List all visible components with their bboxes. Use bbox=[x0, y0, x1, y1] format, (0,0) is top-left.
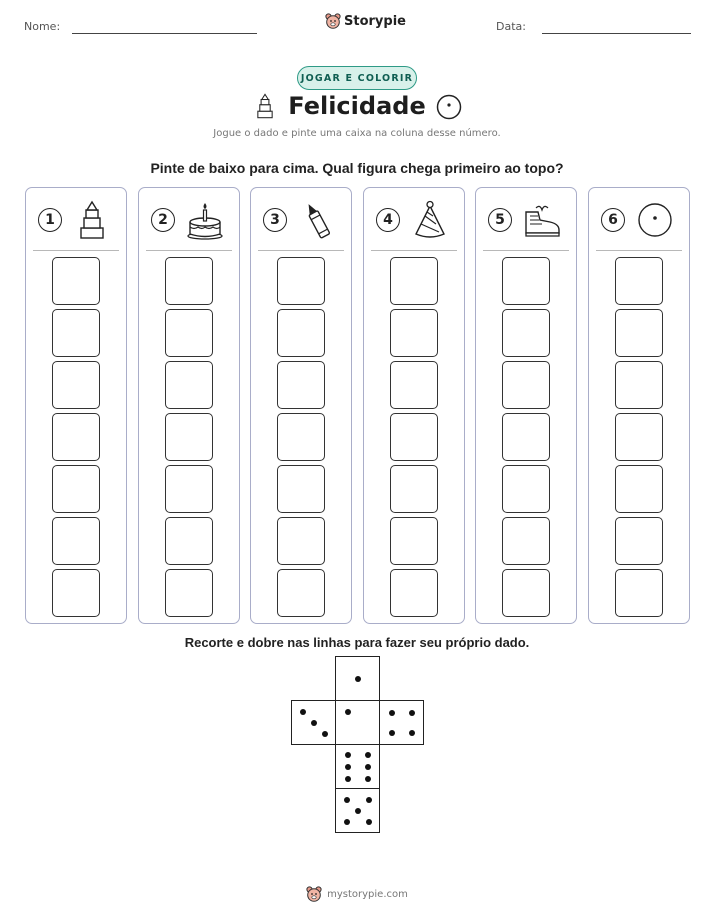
column-3 bbox=[250, 187, 352, 624]
column-number: 3 bbox=[263, 208, 287, 232]
paint-box[interactable] bbox=[390, 413, 438, 461]
paint-box[interactable] bbox=[165, 361, 213, 409]
plate-icon bbox=[635, 200, 675, 240]
storypie-bear-icon bbox=[306, 886, 322, 903]
paint-box[interactable] bbox=[52, 309, 100, 357]
column-number: 2 bbox=[151, 208, 175, 232]
paint-box[interactable] bbox=[390, 517, 438, 565]
dice-face-3 bbox=[291, 700, 336, 745]
paint-box[interactable] bbox=[502, 309, 550, 357]
footer-link[interactable]: mystorypie.com bbox=[327, 889, 408, 900]
paint-box[interactable] bbox=[165, 309, 213, 357]
column-6 bbox=[588, 187, 690, 624]
paint-box[interactable] bbox=[52, 569, 100, 617]
paint-box[interactable] bbox=[615, 257, 663, 305]
paint-box[interactable] bbox=[165, 413, 213, 461]
dice-face-1 bbox=[335, 700, 380, 745]
date-field[interactable] bbox=[542, 33, 691, 34]
paint-box[interactable] bbox=[615, 361, 663, 409]
party-hat-icon bbox=[410, 200, 450, 240]
column-2 bbox=[138, 187, 240, 624]
paint-box[interactable] bbox=[277, 257, 325, 305]
column-5 bbox=[475, 187, 577, 624]
paint-box[interactable] bbox=[390, 465, 438, 513]
paint-box[interactable] bbox=[277, 413, 325, 461]
paint-box[interactable] bbox=[615, 465, 663, 513]
name-field[interactable] bbox=[72, 33, 257, 34]
shoe-icon bbox=[522, 200, 562, 240]
page-title: Felicidade bbox=[288, 92, 426, 120]
column-number: 6 bbox=[601, 208, 625, 232]
subtitle: Jogue o dado e pinte uma caixa na coluna desse número. bbox=[213, 128, 501, 139]
dice-face-5 bbox=[335, 788, 380, 833]
column-number: 5 bbox=[488, 208, 512, 232]
birthday-cake-icon bbox=[185, 200, 225, 240]
paint-box[interactable] bbox=[52, 257, 100, 305]
paint-box[interactable] bbox=[165, 465, 213, 513]
blocks-icon bbox=[72, 200, 112, 240]
category-badge: JOGAR E COLORIR bbox=[297, 66, 417, 90]
paint-box[interactable] bbox=[502, 413, 550, 461]
dice-face-6 bbox=[335, 744, 380, 789]
column-number: 1 bbox=[38, 208, 62, 232]
paint-box[interactable] bbox=[52, 361, 100, 409]
storypie-bear-icon bbox=[325, 13, 341, 30]
crayon-icon bbox=[297, 200, 337, 240]
date-label: Data: bbox=[496, 20, 526, 33]
paint-box[interactable] bbox=[502, 465, 550, 513]
paint-box[interactable] bbox=[52, 517, 100, 565]
column-number: 4 bbox=[376, 208, 400, 232]
columns-instruction: Pinte de baixo para cima. Qual figura chega primeiro ao topo? bbox=[150, 160, 564, 176]
paint-box[interactable] bbox=[165, 517, 213, 565]
paint-box[interactable] bbox=[277, 465, 325, 513]
footer bbox=[0, 886, 714, 903]
paint-box[interactable] bbox=[277, 361, 325, 409]
paint-box[interactable] bbox=[277, 309, 325, 357]
paint-box[interactable] bbox=[52, 465, 100, 513]
dice-instruction: Recorte e dobre nas linhas para fazer seu próprio dado. bbox=[184, 635, 530, 650]
brand-name: Storypie bbox=[344, 14, 406, 29]
paint-box[interactable] bbox=[390, 361, 438, 409]
paint-box[interactable] bbox=[165, 257, 213, 305]
paint-box[interactable] bbox=[615, 517, 663, 565]
paint-box[interactable] bbox=[390, 309, 438, 357]
column-1 bbox=[25, 187, 127, 624]
paint-box[interactable] bbox=[52, 413, 100, 461]
paint-box[interactable] bbox=[615, 309, 663, 357]
paint-box[interactable] bbox=[165, 569, 213, 617]
paint-box[interactable] bbox=[277, 517, 325, 565]
paint-box[interactable] bbox=[502, 257, 550, 305]
brand-logo bbox=[325, 13, 406, 30]
paint-box[interactable] bbox=[390, 569, 438, 617]
dice-face-4 bbox=[379, 700, 424, 745]
dice-face-1 bbox=[335, 656, 380, 701]
paint-box[interactable] bbox=[277, 569, 325, 617]
paint-box[interactable] bbox=[502, 361, 550, 409]
plate-icon bbox=[436, 94, 462, 120]
column-4 bbox=[363, 187, 465, 624]
paint-box[interactable] bbox=[390, 257, 438, 305]
paint-box[interactable] bbox=[615, 569, 663, 617]
paint-box[interactable] bbox=[502, 517, 550, 565]
paint-box[interactable] bbox=[502, 569, 550, 617]
name-label: Nome: bbox=[24, 20, 61, 33]
paint-box[interactable] bbox=[615, 413, 663, 461]
